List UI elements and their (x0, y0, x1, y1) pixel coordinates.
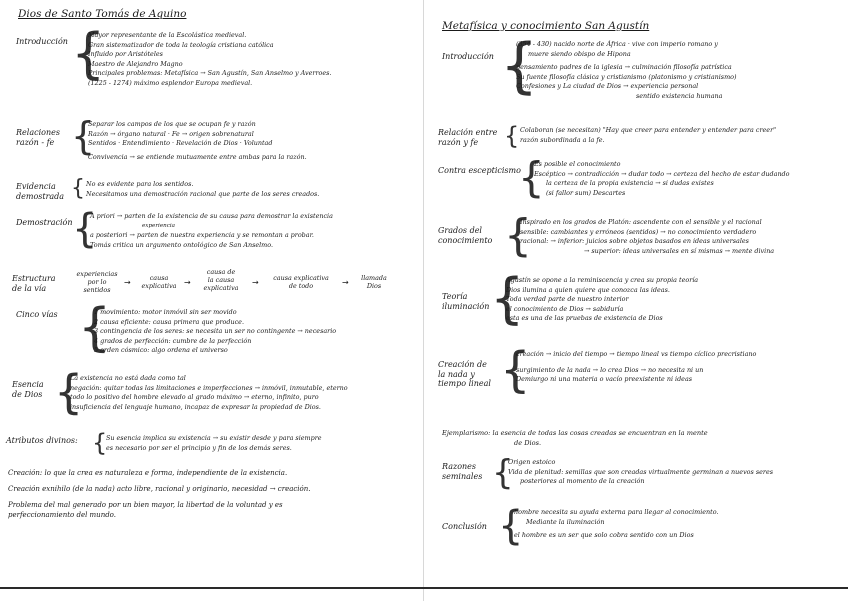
list-item: negación: quitar todas las limitaciones e imperfecciones → inmóvil, inmutable, eterno (70, 383, 348, 392)
list-item: (354 - 430) nacido norte de África · vive con imperio romano y (516, 40, 718, 48)
list-item: 5 orden cósmico: algo ordena el universo (94, 346, 228, 355)
left-brace-icon: { (78, 298, 112, 358)
list-item: A priori → parten de la existencia de su causa para demostrar la existencia (90, 212, 333, 220)
section-label: Evidencia demostrada (16, 182, 65, 201)
left-brace-icon: { (71, 176, 85, 201)
left-brace-icon: { (500, 342, 531, 398)
list-item: Separar los campos de los que se ocupan fe y razón (88, 120, 256, 128)
list-item: razón subordinada a la fe. (520, 135, 605, 144)
list-item: la certeza de la propia existencia → si dudas existes (546, 179, 714, 188)
list-item: el hombre es un ser que solo cobra sentido con un Dios (514, 531, 694, 540)
section-items (86, 180, 319, 199)
section-items (106, 434, 322, 453)
list-item: Principales problemas: Metafísica → San Agustín, San Anselmo y Averroes. (88, 69, 332, 78)
section-label: Grados del conocimiento (438, 226, 493, 245)
list-item: (si fallor sum) Descartes (546, 188, 626, 197)
flow-step: causa explicativa de todo (273, 274, 329, 290)
left-brace-icon: { (490, 267, 525, 330)
section-label: Contra escepticismo (438, 166, 521, 175)
flow-step: causa explicativa (141, 274, 177, 290)
section-label: Teoría iluminación (442, 292, 490, 311)
list-item: sensible: cambiantes y erróneos (sentidos) → no conocimiento verdadero (520, 227, 757, 236)
list-item: surgimiento de la nada → lo crea Dios → no necesita ni un (516, 365, 704, 374)
left-brace-icon: { (498, 503, 524, 549)
right-title: Metafísica y conocimiento San Agustín (442, 20, 650, 32)
section-items (520, 126, 776, 145)
list-item: Convivencia → se entiende mutuamente entre ambas para la razón. (88, 152, 307, 161)
section-ejemplarismo (442, 428, 842, 448)
left-brace-icon: { (72, 206, 98, 252)
right-arrow-icon: → (124, 278, 131, 287)
list-item: La existencia no está dada como tal (70, 374, 186, 382)
list-item: Dios ilumina a quien quiere que conozca las ideas. (506, 285, 670, 294)
section-label: Atributos divinos: (6, 436, 78, 445)
list-item: Su fuente filosofía clásica y cristianismo (platonismo y cristianismo) (516, 72, 737, 81)
section-label: Introducción (442, 52, 494, 61)
closing-notes (8, 468, 418, 520)
list-item: → superior: ideas universales en sí mismas → mente divina (584, 246, 775, 255)
section-items (514, 508, 719, 541)
list-item: insuficiencia del lenguaje humano, incapaz de expresar la propiedad de Dios. (70, 402, 321, 411)
right-arrow-icon: → (184, 278, 191, 287)
list-item: Es posible el conocimiento (534, 160, 621, 168)
list-item: a posteriori → parten de nuestra experiencia y se remontan a probar. (90, 231, 314, 240)
left-brace-icon: { (492, 453, 514, 493)
list-item: todo lo positivo del hombre elevado al grado máximo → eterno, infinito, puro (70, 393, 319, 402)
section-label: Cinco vías (16, 310, 58, 319)
section-label: Relaciones razón - fe (16, 128, 60, 147)
paragraph: Problema del mal generado por un bien mayor, la libertad de la voluntad y es perfeccionamiento del mundo. (8, 501, 283, 519)
list-item: racional: → inferior: juicios sobre objetos basados en ideas universales (520, 237, 749, 246)
section-label: Relación entre razón y fe (438, 128, 498, 147)
right-arrow-icon: → (252, 278, 259, 287)
paragraph: Creación: lo que la crea es naturaleza e forma, independiente de la existencia. (8, 469, 288, 477)
section-label: Introducción (16, 37, 68, 46)
section-items (520, 218, 774, 256)
paragraph: de Dios. (514, 439, 542, 447)
right-arrow-icon: → (342, 278, 349, 287)
list-item: Agustín se opone a la reminiscencia y crea su propia teoría (506, 276, 699, 284)
left-brace-icon: { (92, 429, 108, 457)
list-item: 1 movimiento: motor inmóvil sin ser movido (94, 308, 237, 316)
section-items (70, 374, 348, 412)
left-brace-icon: { (71, 22, 106, 85)
list-item: Toda verdad parte de nuestro interior (506, 295, 629, 304)
list-item: 3 contingencia de los seres: se necesita un ser no contingente → necesario (94, 327, 337, 336)
left-brace-icon: { (504, 122, 520, 150)
section-label: Esencia de Dios (12, 380, 44, 399)
list-item: Confesiones y La ciudad de Dios → experiencia personal (516, 82, 699, 91)
list-item: Inspirado en los grados de Platón: ascendente con el sensible y el racional (520, 218, 762, 226)
left-title: Dios de Santo Tomás de Aquino (18, 8, 187, 20)
list-item: Mediante la iluminación (526, 517, 605, 526)
left-brace-icon: { (54, 365, 84, 419)
list-item: sentido existencia humana (636, 91, 723, 100)
flow-step: llamada Dios (361, 274, 387, 290)
section-items (516, 350, 756, 385)
list-item: Escéptico → contradicción → dudar todo → certeza del hecho de estar dudando (534, 169, 790, 178)
list-item: muere siendo obispo de Hipona (528, 49, 631, 58)
list-item: Necesitamos una demostración racional que parte de los seres creados. (86, 189, 320, 198)
list-item: creación → inicio del tiempo → tiempo lineal vs tiempo cíclico precristiano (516, 350, 757, 358)
section-label: Conclusión (442, 522, 487, 531)
paragraph: Creación exnihilo (de la nada) acto libre, racional y originario, necesidad → creación. (8, 485, 311, 493)
list-item: Gran sistematizador de toda la teología cristiana católica (88, 40, 274, 49)
section-label: Creación de la nada y tiempo lineal (438, 360, 491, 388)
list-item: es necesario por ser el principio y fin de los demás seres. (106, 443, 292, 452)
list-item: Influido por Aristóteles (88, 50, 163, 59)
list-item: Maestro de Alejandro Magno (88, 59, 183, 68)
section-items (508, 458, 773, 487)
section-items (90, 212, 333, 250)
list-item: esta es una de las pruebas de existencia de Dios (506, 314, 663, 323)
list-item: Demiurgo ni una materia o vacío preexistente ni ideas (516, 375, 693, 384)
list-item: hombre necesita su ayuda externa para llegar al conocimiento. (514, 508, 719, 516)
left-brace-icon: { (71, 114, 96, 158)
section-items (516, 40, 737, 102)
list-item: pensamiento padres de la iglesia → culminación filosofía patrística (516, 63, 732, 72)
left-brace-icon: { (500, 31, 539, 101)
list-item: Sentidos · Entendimiento · Revelación de Dios · Voluntad (88, 139, 273, 148)
section-label: Estructura de la vía (12, 274, 56, 293)
flow-step: experiencias por lo sentidos (76, 270, 118, 294)
list-item: No es evidente para los sentidos. (86, 180, 194, 188)
list-item: Colaboran (se necesitan) "Hay que creer para entender y entender para creer" (520, 126, 777, 134)
section-items (88, 120, 307, 162)
right-column (424, 0, 848, 601)
section-label: Demostración (16, 218, 73, 227)
section-items (534, 160, 790, 198)
paragraph: Ejemplarismo: la esencia de todas las cosas creadas se encuentran en la mente (442, 429, 708, 437)
list-item: Mayor representante de la Escolástica medieval. (88, 31, 247, 39)
left-brace-icon: { (518, 153, 545, 202)
list-item: 4 grados de perfección: cumbre de la perfección (94, 336, 252, 345)
flow-step: causa de la causa explicativa (203, 268, 239, 292)
list-item: Vida de plenitud: semillas que son creadas virtualmente germinan a nuevos seres (508, 467, 774, 476)
section-items (506, 276, 698, 324)
list-item: Tomás critica un argumento ontológico de San Anselmo. (90, 240, 274, 249)
list-item: Origen estoico (508, 458, 556, 466)
list-item: Su esencia implica su existencia → su existir desde y para siempre (106, 434, 322, 442)
list-item: (1225 - 1274) máximo esplendor Europa medieval. (88, 78, 253, 87)
section-label: Razones seminales (442, 462, 483, 481)
list-item: 2 causa eficiente: causa primera que produce. (94, 317, 244, 326)
section-items (88, 31, 331, 89)
list-item-note: experiencia (142, 222, 175, 229)
list-item: Razón → órgano natural · Fe → origen sobrenatural (88, 129, 254, 138)
page-bottom-edge (0, 587, 848, 589)
left-brace-icon: { (504, 210, 532, 261)
list-item: el conocimiento de Dios → sabiduría (506, 304, 624, 313)
section-items (94, 308, 336, 356)
list-item: posteriores al momento de la creación (520, 477, 645, 486)
